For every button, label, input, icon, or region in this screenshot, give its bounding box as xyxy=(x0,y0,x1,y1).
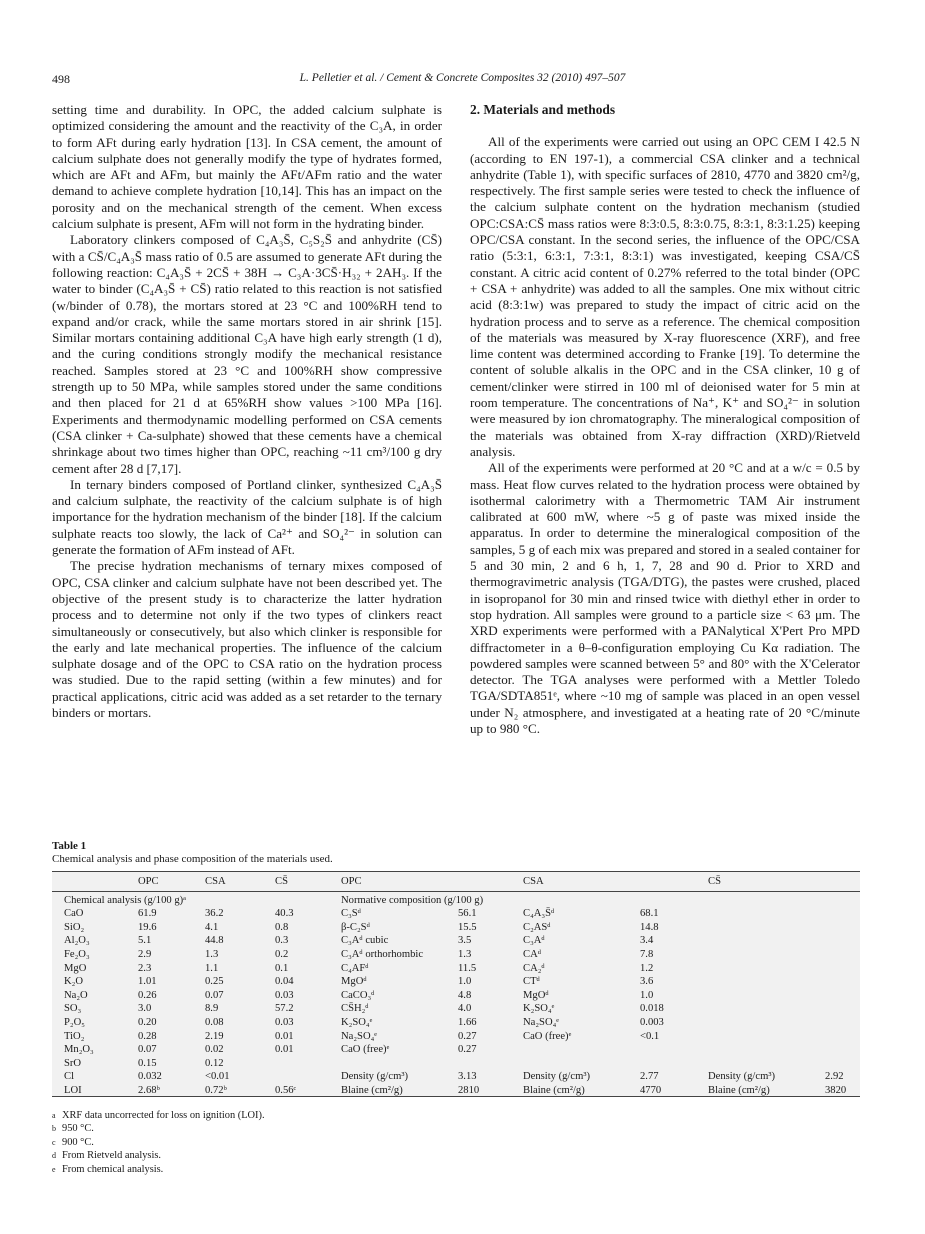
table-cell: 4.8 xyxy=(458,989,472,1001)
table-row xyxy=(52,919,860,933)
table-row xyxy=(52,987,860,1001)
paragraph: In ternary binders composed of Portland clinker, synthesized C₄A₃S̄ and calcium sulphate, the reactivity of the calcium sulphate is of high importance for the hydration mechanism of the binder [18]. If the calcium sulphate reacts too slowly, the lack of Ca²⁺ and SO₄²⁻ in solution can generate the formation of AFm instead of AFt. xyxy=(52,476,442,558)
table-cell: 0.07 xyxy=(138,1044,157,1056)
table-cell: <0.01 xyxy=(205,1071,230,1083)
table-cell: CaCO₃ᵈ xyxy=(341,989,375,1001)
page-number: 498 xyxy=(52,72,70,86)
table-cell xyxy=(825,1028,860,1042)
table-cell: 1.2 xyxy=(640,962,654,974)
table-cell: P₂O₅ xyxy=(64,1016,85,1028)
table-cell: 0.56ᶜ xyxy=(275,1084,297,1096)
table-cell: 8.9 xyxy=(205,1003,219,1015)
table-cell xyxy=(708,1001,825,1015)
header-cell: OPC xyxy=(341,872,458,892)
table-cell: β-C₂Sᵈ xyxy=(341,921,370,933)
table-row xyxy=(52,1069,860,1083)
header-cell: CS̄ xyxy=(708,872,825,892)
table-cell: SrO xyxy=(64,1057,82,1069)
table-cell: 0.02 xyxy=(205,1044,224,1056)
table-cell: 36.2 xyxy=(205,908,224,920)
table-row xyxy=(52,933,860,947)
data-table xyxy=(52,871,860,1097)
table-cell: 7.8 xyxy=(640,948,654,960)
table-row xyxy=(52,1042,860,1056)
table-cell: CTᵈ xyxy=(523,976,540,988)
table-cell: 4.0 xyxy=(458,1003,472,1015)
table-row xyxy=(52,1014,860,1028)
table-cell: C₄A₃S̄ᵈ xyxy=(523,908,555,920)
paragraph: setting time and durability. In OPC, the added calcium sulphate is optimized considering the amount and the reactivity of the C₃A, in order to form AFt during early hydration [13]. In CSA cement, the amount of calcium sulphate does not generally modify the type of hydrates formed, which are AFt and AFm, but mainly the AFt/AFm ratio and the water demand to achieve complete hydration [10,14]. This has an impact on the porosity and on the mechanical strength of the cement. When excess calcium sulphate is present, AFm will not form in the hydrating binder. xyxy=(52,102,442,232)
table-cell: C₄AFᵈ xyxy=(341,962,369,974)
footnote-mark: e xyxy=(52,1164,56,1174)
table-cell xyxy=(640,1042,708,1056)
footnote-mark: b xyxy=(52,1124,56,1134)
paragraph: Laboratory clinkers composed of C₄A₃S̄, C₅S₂S̄ and anhydrite (CS̄) with a CS̄/C₄A₃S̄ mass ratio of 0.5 are assumed to generate AFt during the following reaction: C₄A₃S̄ + 2CS̄ + 38H → C₃A·3CS̄·H₃₂ + 2AH₃. If the water to binder (C₄A₃S̄ + CS̄) ratio related to this reaction is not satisfied (w/binder of 0.78), the mortars stored at 23 °C and 100%RH tend to expand and/or crack, while the same mortars stored in air shrink [15]. Similar mortars containing additional C₃A have high early strength (1 d), and the curing conditions strongly modify the mechanical resistance reached. Samples stored at 23 °C and 100%RH show compressive strength up to 50 MPa, while samples stored under the same conditions and then placed for 21 d at 65%RH show values >100 MPa [16]. Experiments and thermodynamic modelling performed on CSA cements (CSA clinker + Ca-sulphate) showed that these cements have a chemical shrinkage about two times higher than OPC, reaching ~11 cm³/100 g dry cement after 28 d [7,17]. xyxy=(52,232,442,476)
table-cell xyxy=(825,987,860,1001)
table-cell: 0.003 xyxy=(640,1016,664,1028)
table-cell xyxy=(825,1001,860,1015)
table-cell: 1.0 xyxy=(458,976,472,988)
table-cell xyxy=(523,1042,640,1056)
table-cell: Density (g/cm³) xyxy=(708,1071,776,1083)
table-cell xyxy=(708,960,825,974)
table-cell: 0.2 xyxy=(275,948,289,960)
table-cell xyxy=(825,1042,860,1056)
table-cell: Mn₂O₃ xyxy=(64,1044,94,1056)
table-cell: MgOᵈ xyxy=(523,989,549,1001)
table-cell: 40.3 xyxy=(275,908,294,920)
table-cell: Cl xyxy=(64,1071,75,1083)
table-cell: 5.1 xyxy=(138,935,152,947)
table-cell xyxy=(708,1042,825,1056)
table-cell: 11.5 xyxy=(458,962,477,974)
table-cell xyxy=(458,1055,523,1069)
table-cell: 1.01 xyxy=(138,976,157,988)
table-cell xyxy=(708,974,825,988)
table-cell: 3.4 xyxy=(640,935,654,947)
table-row xyxy=(52,974,860,988)
table-cell: 0.03 xyxy=(275,989,294,1001)
paragraph: All of the experiments were carried out using an OPC CEM I 42.5 N (according to EN 197-1), a commercial CSA clinker and a technical anhydrite (Table 1), with specific surfaces of 2810, 4770 and 3820 cm²/g, respectively. The first sample series were tested to check the influence of the calcium sulphate content on the hydration mechanism (studied OPC:CSA:CS̄ mass ratios were 8:3:0.5, 8:3:0.75, 8:3:1, 8:3:1.25) keeping OPC/CSA constant. In the second series, the influence of the OPC/CSA ratio (5:3:1, 6:3:1, 7:3:1, 8:3:1) was investigated, keeping CSA/CS̄ constant. A citric acid content of 0.27% referred to the total binder (OPC + CSA + anhydrite) was added to all the samples. One mix without citric acid (8:3:1w) was prepared to study the impact of citric acid on the hydration process and to serve as a reference. The chemical composition of the materials was measured by X-ray fluorescence (XRF), and free lime content was determined according to Franke [19]. To determine the content of soluble alkalis in the OPC and in the CSA clinker, 10 g of cement/clinker were stirred in 100 ml of deionised water for 5 min at room temperature. The concentrations of Na⁺, K⁺ and SO₄²⁻ in solution were measured by ion chromatography. The mineralogical composition of the materials was obtained from X-ray diffraction (XRD)/Rietveld analysis. xyxy=(470,134,860,459)
table-cell xyxy=(708,919,825,933)
table-cell xyxy=(275,1055,341,1069)
footnote xyxy=(52,1149,265,1162)
table-cell xyxy=(708,906,825,920)
table-header-row xyxy=(52,872,860,892)
table-cell xyxy=(341,1055,458,1069)
table-cell xyxy=(825,933,860,947)
table-cell: C₃Aᵈ xyxy=(523,935,545,947)
table-cell xyxy=(523,1055,640,1069)
header-cell: CS̄ xyxy=(275,872,341,892)
table-cell: 0.08 xyxy=(205,1016,224,1028)
header-cell: OPC xyxy=(138,872,205,892)
table-cell: C₃Aᵈ cubic xyxy=(341,935,389,947)
footnote-mark: d xyxy=(52,1151,56,1161)
footnote xyxy=(52,1136,265,1149)
footnote xyxy=(52,1109,265,1122)
table-cell: 2.92 xyxy=(825,1071,844,1083)
table-cell: 3820 xyxy=(825,1084,847,1096)
table-cell: C₃Aᵈ orthorhombic xyxy=(341,948,424,960)
table-cell: 0.27 xyxy=(458,1030,477,1042)
table-cell: MgOᵈ xyxy=(341,976,367,988)
table-cell: 3.5 xyxy=(458,935,472,947)
table-cell: Blaine (cm²/g) xyxy=(708,1084,770,1096)
table-cell xyxy=(708,946,825,960)
table-cell: 4.1 xyxy=(205,921,219,933)
table-cell: 2.19 xyxy=(205,1030,224,1042)
table-row xyxy=(52,1055,860,1069)
table-cell: 3.0 xyxy=(138,1003,152,1015)
table-cell: K₂SO₄ᵉ xyxy=(341,1016,373,1028)
table-cell: 0.8 xyxy=(275,921,289,933)
table-cell: Na₂SO₄ᵉ xyxy=(523,1016,559,1028)
table-cell xyxy=(825,1055,860,1069)
table-cell: 0.20 xyxy=(138,1016,157,1028)
footnote-mark: a xyxy=(52,1111,56,1120)
table-cell xyxy=(708,1055,825,1069)
table-cell: 3.13 xyxy=(458,1071,477,1083)
table-cell xyxy=(825,960,860,974)
table-cell xyxy=(825,919,860,933)
table-cell: 68.1 xyxy=(640,908,659,920)
table-cell: 1.66 xyxy=(458,1016,477,1028)
table-cell: Blaine (cm²/g) xyxy=(341,1084,403,1096)
section-title: 2. Materials and methods xyxy=(470,102,616,117)
table-cell: 0.28 xyxy=(138,1030,157,1042)
table-cell: 0.032 xyxy=(138,1071,162,1083)
table-cell: MgO xyxy=(64,962,87,974)
table-row xyxy=(52,946,860,960)
table-cell: TiO₂ xyxy=(64,1030,85,1042)
left-column xyxy=(52,102,442,721)
table-label: Table 1 xyxy=(52,840,87,852)
table-cell xyxy=(825,974,860,988)
table-cell: 1.0 xyxy=(640,989,654,1001)
table-cell: 0.12 xyxy=(205,1057,224,1069)
table-cell: 3.6 xyxy=(640,976,654,988)
running-head: L. Pelletier et al. / Cement & Concrete Composites 32 (2010) 497–507 xyxy=(299,72,626,84)
table-cell: 1.3 xyxy=(205,948,219,960)
table-cell: Density (g/cm³) xyxy=(341,1071,409,1083)
table-cell: CS̄H₂ᵈ xyxy=(341,1003,369,1015)
paragraph: All of the experiments were performed at 20 °C and at a w/c = 0.5 by mass. Heat flow curves related to the hydration process were obtained by isothermal calorimetry with a Thermometric TAM Air instrument calibrated at 600 mW, where ~5 g of paste was mixed inside the apparatus. In order to determine the mineralogical composition of the samples, 5 g of each mix was prepared and stored in a sealed container for 5 and 30 min, 2 and 6 h, 1, 7, 28 and 90 d. Prior to XRD and thermogravimetric analysis (TGA/DTG), the pastes were crushed, placed in isopropanol for 30 min and rinsed twice with diethyl ether in order to stop hydration. All samples were ground to a particle size < 63 μm. The XRD experiments were performed with a PANalytical X'Pert Pro MPD diffractometer in a θ–θ-configuration employing Cu Kα radiation. The powdered samples were scanned between 5° and 80° with the X'Celerator detector. The TGA analyses were performed with a Mettler Toledo TGA/SDTA851ᵉ, where ~10 mg of sample was placed in an open vessel under N₂ atmosphere, and investigated at a heating rate of 20 °C/minute up to 980 °C. xyxy=(470,460,860,736)
header-cell: CSA xyxy=(523,872,640,892)
table-cell: Fe₂O₃ xyxy=(64,948,90,960)
table-cell: 0.3 xyxy=(275,935,289,947)
table-cell: CaO xyxy=(64,908,84,920)
table-cell: LOI xyxy=(64,1084,82,1096)
table-row xyxy=(52,1001,860,1015)
footnote-text: 950 °C. xyxy=(62,1123,94,1135)
table-row xyxy=(52,906,860,920)
table-cell: SiO₂ xyxy=(64,921,85,933)
table-caption: Chemical analysis and phase composition of the materials used. xyxy=(52,853,333,865)
table-cell: K₂SO₄ᵉ xyxy=(523,1003,555,1015)
footnote-text: 900 °C. xyxy=(62,1136,94,1148)
table-row xyxy=(52,1028,860,1042)
table-cell: 0.1 xyxy=(275,962,289,974)
table-cell: 1.3 xyxy=(458,948,472,960)
footnote xyxy=(52,1163,265,1176)
table-cell: 0.01 xyxy=(275,1044,294,1056)
table-row xyxy=(52,960,860,974)
table-cell xyxy=(275,1069,341,1083)
table-cell: 1.1 xyxy=(205,962,219,974)
table-cell: K₂O xyxy=(64,976,83,988)
table-cell: 0.25 xyxy=(205,976,224,988)
table-footnotes xyxy=(52,1109,265,1176)
table-cell xyxy=(825,1014,860,1028)
table-cell: 0.07 xyxy=(205,989,224,1001)
table-cell: 0.018 xyxy=(640,1003,664,1015)
table-cell: CaO (free)ᵉ xyxy=(523,1030,572,1042)
table-cell: 0.26 xyxy=(138,989,157,1001)
table-cell: Blaine (cm²/g) xyxy=(523,1084,585,1096)
right-column xyxy=(470,102,860,737)
footnote-text: From chemical analysis. xyxy=(62,1163,164,1175)
table-cell: Na₂SO₄ᵉ xyxy=(341,1030,377,1042)
table-cell xyxy=(825,906,860,920)
table-cell: <0.1 xyxy=(640,1030,660,1042)
table-cell xyxy=(640,1055,708,1069)
table-cell: 0.72ᵇ xyxy=(205,1084,227,1096)
subheader-right: Normative composition (g/100 g) xyxy=(341,894,484,906)
table-cell: 2810 xyxy=(458,1084,480,1096)
table-cell: 14.8 xyxy=(640,921,659,933)
table-cell: 56.1 xyxy=(458,908,477,920)
table-cell: 0.27 xyxy=(458,1044,477,1056)
table-cell: CAᵈ xyxy=(523,948,542,960)
table-cell: C₃Sᵈ xyxy=(341,908,361,920)
table-cell: 2.3 xyxy=(138,962,152,974)
table-cell xyxy=(708,987,825,1001)
table-cell: CA₂ᵈ xyxy=(523,962,545,974)
footnote-text: From Rietveld analysis. xyxy=(62,1150,161,1162)
table-cell: 15.5 xyxy=(458,921,477,933)
table-cell xyxy=(708,933,825,947)
subheader-left: Chemical analysis (g/100 g)ᵃ xyxy=(64,894,187,906)
footnote xyxy=(52,1122,265,1135)
paragraph: The precise hydration mechanisms of ternary mixes composed of OPC, CSA clinker and calcium sulphate have not been described yet. The objective of the present study is to characterize the latter hydration process and to determine not only if the two types of clinkers react simultaneously or consecutively, but also which clinker is responsible for the early and late mechanical properties. The influence of the calcium sulphate dosage and of the OPC to CSA ratio on the hydration process was studied. Due to the rapid setting (within a few minutes) and for practical applications, citric acid was added as a set retarder to the ternary binders or mortars. xyxy=(52,558,442,720)
table-cell xyxy=(825,946,860,960)
table-cell: 0.03 xyxy=(275,1016,294,1028)
table-cell: C₂ASᵈ xyxy=(523,921,551,933)
table-cell: 2.9 xyxy=(138,948,152,960)
table-cell: 0.15 xyxy=(138,1057,157,1069)
table-cell: Density (g/cm³) xyxy=(523,1071,591,1083)
table-cell: 61.9 xyxy=(138,908,157,920)
table-row xyxy=(52,1082,860,1096)
table-cell: Na₂O xyxy=(64,989,88,1001)
table-cell: 57.2 xyxy=(275,1003,294,1015)
header-cell: CSA xyxy=(205,872,275,892)
table-cell xyxy=(708,1014,825,1028)
table-cell: SO₃ xyxy=(64,1003,82,1015)
table-cell: 19.6 xyxy=(138,921,157,933)
table-cell: 2.68ᵇ xyxy=(138,1084,160,1096)
table-cell: CaO (free)ᵉ xyxy=(341,1044,390,1056)
table-cell: 0.01 xyxy=(275,1030,294,1042)
table-cell: 0.04 xyxy=(275,976,294,988)
table-cell: 4770 xyxy=(640,1084,662,1096)
table-cell xyxy=(708,1028,825,1042)
table-cell: 2.77 xyxy=(640,1071,659,1083)
footnote-text: XRF data uncorrected for loss on ignition (LOI). xyxy=(62,1110,265,1121)
table-cell: 44.8 xyxy=(205,935,224,947)
footnote-mark: c xyxy=(52,1137,56,1147)
table-cell: Al₂O₃ xyxy=(64,935,90,947)
